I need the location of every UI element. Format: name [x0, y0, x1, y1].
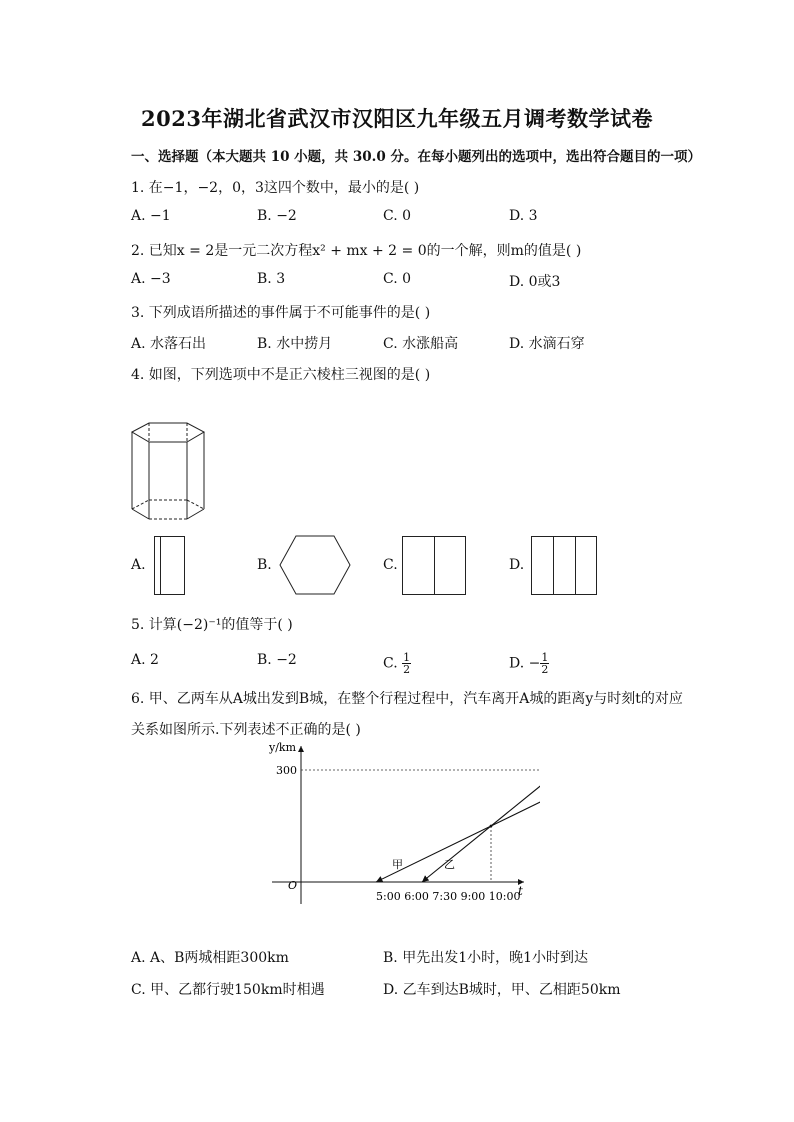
q4-option-d[interactable]: D. [509, 557, 525, 573]
question-6-text-line2: 关系如图所示.下列表述不正确的是( ) [131, 722, 361, 738]
q6-option-b[interactable]: B. 甲先出发1小时，晚1小时到达 [383, 950, 589, 966]
series-label-1: 乙 [444, 858, 455, 871]
q4-option-d-figure [529, 536, 599, 596]
q2-option-d[interactable]: D. 0或3 [509, 274, 561, 290]
q5-option-c-fraction [402, 652, 411, 675]
meeting-point [490, 825, 493, 828]
q4-option-c[interactable]: C. [383, 557, 398, 573]
q1-option-d[interactable]: D. 3 [509, 208, 538, 224]
q3-option-a[interactable]: A. 水落石出 [131, 336, 207, 352]
question-4-text: 4. 如图，下列选项中不是正六棱柱三视图的是( ) [131, 367, 431, 383]
fraction-denominator: 2 [541, 663, 549, 676]
q2-option-b[interactable]: B. 3 [257, 271, 286, 287]
q3-option-d[interactable]: D. 水滴石穿 [509, 336, 585, 352]
q4-option-b-figure [276, 533, 354, 599]
q5-option-c-label: C. [383, 655, 398, 672]
q3-option-c[interactable]: C. 水涨船高 [383, 336, 459, 352]
page-title: 2023年湖北省武汉市汉阳区九年级五月调考数学试卷 [141, 106, 653, 131]
fraction-numerator: 1 [403, 651, 411, 664]
question-6-text-line1: 6. 甲、乙两车从A城出发到B城，在整个行程过程中，汽车离开A城的距离y与时刻t的对应 [131, 691, 683, 707]
q4-option-b[interactable]: B. [257, 557, 272, 573]
x-axis-label: t [518, 884, 523, 898]
question-1-text: 1. 在−1，−2，0，3这四个数中，最小的是( ) [131, 180, 420, 196]
x-tick-labels: 5:00 6:00 7:30 9:00 10:00 [376, 890, 521, 903]
q5-option-d-label: D. − [509, 655, 541, 672]
q6-option-d[interactable]: D. 乙车到达B城时，甲、乙相距50km [383, 982, 621, 998]
origin-label: O [288, 879, 298, 892]
series-line-1 [422, 770, 540, 882]
fraction-denominator: 2 [403, 663, 411, 676]
q5-option-a[interactable]: A. 2 [131, 652, 159, 668]
series-label-0: 甲 [392, 858, 403, 871]
fraction-numerator: 1 [541, 651, 549, 664]
q5-option-d-fraction [540, 652, 549, 675]
q1-option-a[interactable]: A. −1 [131, 208, 171, 224]
distance-time-chart [260, 738, 540, 910]
q5-option-b[interactable]: B. −2 [257, 652, 297, 668]
section-heading: 一、选择题（本大题共 10 小题，共 30.0 分。在每小题列出的选项中，选出符合题目的一项） [131, 149, 701, 165]
q2-option-a[interactable]: A. −3 [131, 271, 171, 287]
q6-option-a[interactable]: A. A、B两城相距300km [131, 950, 289, 966]
hexagonal-prism-figure [125, 420, 210, 522]
y-axis-label: y/km [269, 741, 297, 754]
q2-option-c[interactable]: C. 0 [383, 271, 412, 287]
q5-option-c[interactable] [383, 652, 411, 675]
question-5-text: 5. 计算(−2)⁻¹的值等于( ) [131, 617, 293, 633]
question-3-text: 3. 下列成语所描述的事件属于不可能事件的是( ) [131, 305, 431, 321]
q4-option-c-figure [402, 536, 468, 596]
question-2-text: 2. 已知x = 2是一元二次方程x² + mx + 2 = 0的一个解，则m的值是( ) [131, 243, 582, 259]
q6-option-c[interactable]: C. 甲、乙都行驶150km时相遇 [131, 982, 325, 998]
q1-option-c[interactable]: C. 0 [383, 208, 412, 224]
q4-option-a-figure [150, 536, 190, 596]
y-tick-300: 300 [276, 764, 297, 777]
q3-option-b[interactable]: B. 水中捞月 [257, 336, 333, 352]
q5-option-d[interactable] [509, 652, 549, 675]
q4-option-a[interactable]: A. [131, 557, 146, 573]
q1-option-b[interactable]: B. −2 [257, 208, 297, 224]
